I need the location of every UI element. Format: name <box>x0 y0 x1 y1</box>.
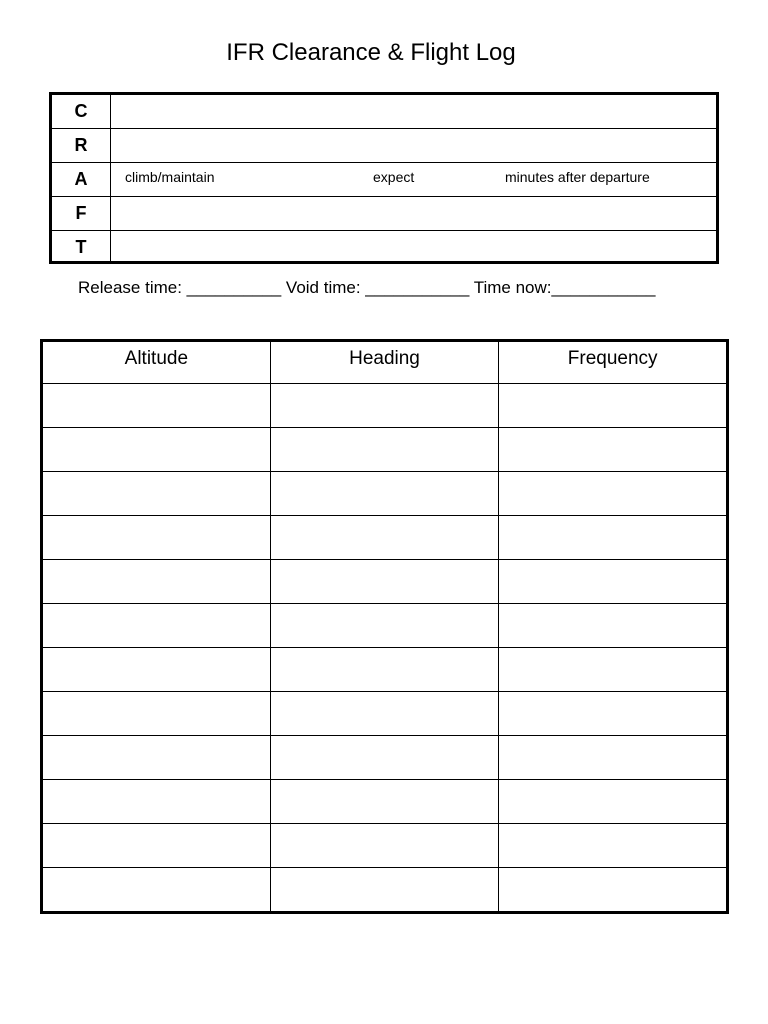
table-row <box>42 428 728 472</box>
craft-letter-f: F <box>52 197 111 230</box>
table-row <box>42 384 728 428</box>
heading-cell[interactable] <box>270 780 499 824</box>
heading-cell[interactable] <box>270 824 499 868</box>
altitude-cell[interactable] <box>42 560 271 604</box>
craft-row-altitude[interactable] <box>52 163 716 197</box>
altitude-cell[interactable] <box>42 736 271 780</box>
table-row <box>42 604 728 648</box>
table-row <box>42 736 728 780</box>
altitude-cell[interactable] <box>42 780 271 824</box>
craft-clearance-table <box>49 92 719 264</box>
table-row <box>42 824 728 868</box>
heading-cell[interactable] <box>270 868 499 913</box>
heading-cell[interactable] <box>270 472 499 516</box>
craft-letter-r: R <box>52 129 111 162</box>
altitude-cell[interactable] <box>42 868 271 913</box>
heading-cell[interactable] <box>270 692 499 736</box>
page-title: IFR Clearance & Flight Log <box>226 39 516 66</box>
table-row <box>42 516 728 560</box>
craft-letter-a: A <box>52 163 111 196</box>
frequency-cell[interactable] <box>499 648 728 692</box>
craft-letter-c: C <box>52 95 111 128</box>
frequency-cell[interactable] <box>499 560 728 604</box>
table-row <box>42 868 728 913</box>
heading-cell[interactable] <box>270 648 499 692</box>
heading-cell[interactable] <box>270 604 499 648</box>
craft-row-frequency[interactable] <box>52 197 716 231</box>
craft-row-route[interactable] <box>52 129 716 163</box>
frequency-cell[interactable] <box>499 692 728 736</box>
frequency-cell[interactable] <box>499 736 728 780</box>
log-header-row <box>42 341 728 384</box>
heading-cell[interactable] <box>270 516 499 560</box>
altitude-cell[interactable] <box>42 824 271 868</box>
craft-row-transponder[interactable] <box>52 231 716 264</box>
altitude-cell[interactable] <box>42 648 271 692</box>
altitude-cell[interactable] <box>42 384 271 428</box>
release-void-time-line: Release time: __________ Void time: ___________ Time now:___________ <box>78 278 656 297</box>
frequency-cell[interactable] <box>499 384 728 428</box>
frequency-header: Frequency <box>499 341 728 384</box>
expect-label: expect <box>373 169 415 185</box>
heading-cell[interactable] <box>270 736 499 780</box>
frequency-cell[interactable] <box>499 472 728 516</box>
frequency-cell[interactable] <box>499 868 728 913</box>
altitude-cell[interactable] <box>42 604 271 648</box>
craft-letter-t: T <box>52 231 111 264</box>
table-row <box>42 780 728 824</box>
frequency-cell[interactable] <box>499 604 728 648</box>
altitude-cell[interactable] <box>42 428 271 472</box>
altitude-header: Altitude <box>42 341 271 384</box>
log-body <box>42 384 728 913</box>
table-row <box>42 648 728 692</box>
altitude-cell[interactable] <box>42 516 271 560</box>
frequency-cell[interactable] <box>499 780 728 824</box>
heading-cell[interactable] <box>270 560 499 604</box>
frequency-cell[interactable] <box>499 428 728 472</box>
heading-header: Heading <box>270 341 499 384</box>
table-row <box>42 560 728 604</box>
heading-cell[interactable] <box>270 384 499 428</box>
heading-cell[interactable] <box>270 428 499 472</box>
altitude-cell[interactable] <box>42 692 271 736</box>
flight-log-table <box>40 339 729 914</box>
minutes-after-departure-label: minutes after departure <box>505 169 650 185</box>
altitude-cell[interactable] <box>42 472 271 516</box>
climb-maintain-label: climb/maintain <box>125 169 215 185</box>
craft-row-clearance-limit[interactable] <box>52 95 716 129</box>
frequency-cell[interactable] <box>499 516 728 560</box>
frequency-cell[interactable] <box>499 824 728 868</box>
table-row <box>42 472 728 516</box>
table-row <box>42 692 728 736</box>
